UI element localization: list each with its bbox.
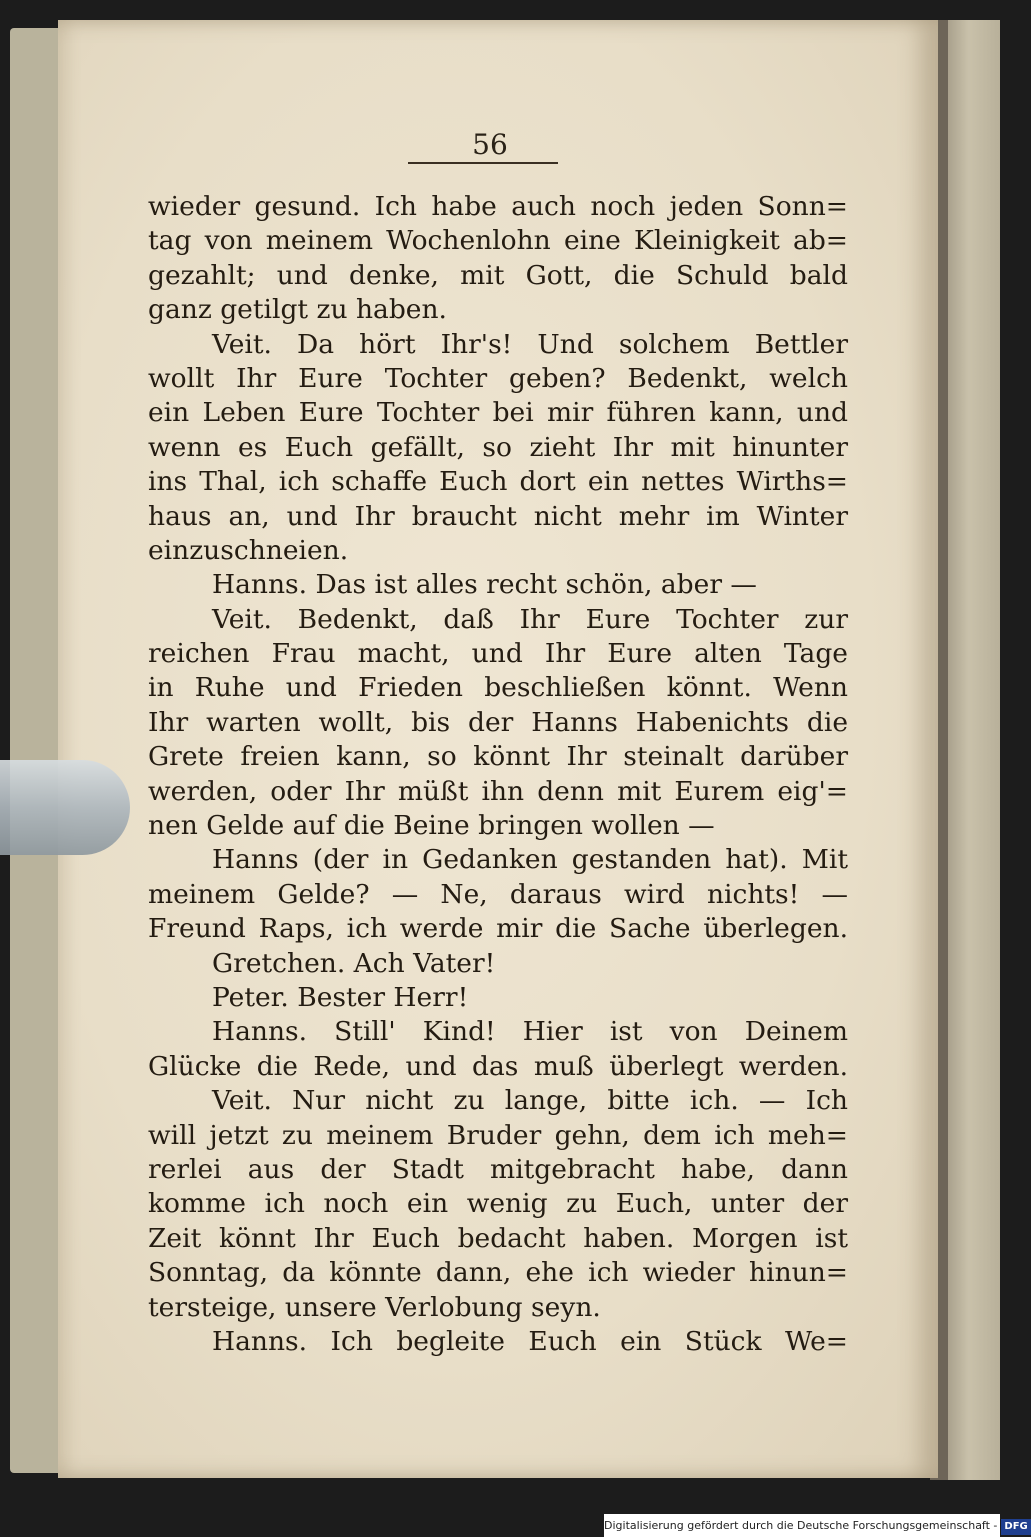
text-line: in Ruhe und Frieden beschließen könnt. Wenn — [148, 672, 848, 704]
credit-text: Digitalisierung gefördert durch die Deutsche Forschungsgemeinschaft - — [604, 1519, 998, 1532]
text-line: einzuschneien. — [148, 534, 349, 566]
text-line: Zeit könnt Ihr Euch bedacht haben. Morgen ist — [148, 1222, 848, 1254]
text-line: Ihr warten wollt, bis der Hanns Habenichts die — [148, 706, 848, 738]
text-line: rerlei aus der Stadt mitgebracht habe, dann — [148, 1153, 848, 1185]
text-line: Glücke die Rede, und das muß überlegt werden. — [148, 1050, 848, 1082]
text-line: reichen Frau macht, und Ihr Eure alten Tage — [148, 638, 848, 670]
text-line: Peter. Bester Herr! — [212, 981, 469, 1013]
text-line: tag von meinem Wochenlohn eine Kleinigkeit ab= — [148, 225, 848, 257]
text-line: Hanns (der in Gedanken gestanden hat). Mit — [212, 844, 848, 876]
page-number: 56 — [472, 128, 508, 161]
text-line: Hanns. Still' Kind! Hier ist von Deinem — [212, 1016, 848, 1048]
digitization-credit — [604, 1514, 1028, 1537]
text-line: Veit. Nur nicht zu lange, bitte ich. — Ich — [212, 1085, 848, 1117]
page-edge-right — [948, 20, 1000, 1480]
text-line: will jetzt zu meinem Bruder gehn, dem ich meh= — [148, 1119, 848, 1151]
text-line: tersteige, unsere Verlobung seyn. — [148, 1291, 601, 1323]
text-line: Grete freien kann, so könnt Ihr steinalt darüber — [148, 741, 848, 773]
text-line: Veit. Bedenkt, daß Ihr Eure Tochter zur — [212, 603, 848, 635]
text-line: Veit. Da hört Ihr's! Und solchem Bettler — [212, 328, 848, 360]
text-line: Sonntag, da könnte dann, ehe ich wieder hinun= — [148, 1257, 848, 1289]
text-line: werden, oder Ihr müßt ihn denn mit Eurem eig'= — [148, 775, 848, 807]
text-line: Hanns. Das ist alles recht schön, aber — — [212, 569, 757, 601]
text-block — [148, 190, 848, 1359]
text-line: wollt Ihr Eure Tochter geben? Bedenkt, welch — [148, 362, 848, 394]
dfg-logo: DFG — [1001, 1519, 1030, 1535]
text-line: Gretchen. Ach Vater! — [212, 947, 496, 979]
text-line: meinem Gelde? — Ne, daraus wird nichts! — — [148, 878, 848, 910]
text-line: wenn es Euch gefällt, so zieht Ihr mit hinunter — [148, 431, 848, 463]
text-line: Freund Raps, ich werde mir die Sache überlegen. — [148, 913, 848, 945]
text-line: komme ich noch ein wenig zu Euch, unter der — [148, 1188, 848, 1220]
page-number-rule — [408, 162, 558, 164]
text-line: gezahlt; und denke, mit Gott, die Schuld bald — [148, 259, 848, 291]
text-line: Hanns. Ich begleite Euch ein Stück We= — [212, 1325, 848, 1357]
bookmark-clip — [0, 760, 130, 855]
text-line: nen Gelde auf die Beine bringen wollen — — [148, 810, 715, 842]
text-line: ins Thal, ich schaffe Euch dort ein nettes Wirths= — [148, 466, 848, 498]
text-line: ganz getilgt zu haben. — [148, 294, 447, 326]
text-line: ein Leben Eure Tochter bei mir führen kann, und — [148, 397, 848, 429]
text-line: haus an, und Ihr braucht nicht mehr im Winter — [148, 500, 848, 532]
text-line: wieder gesund. Ich habe auch noch jeden Sonn= — [148, 191, 848, 222]
